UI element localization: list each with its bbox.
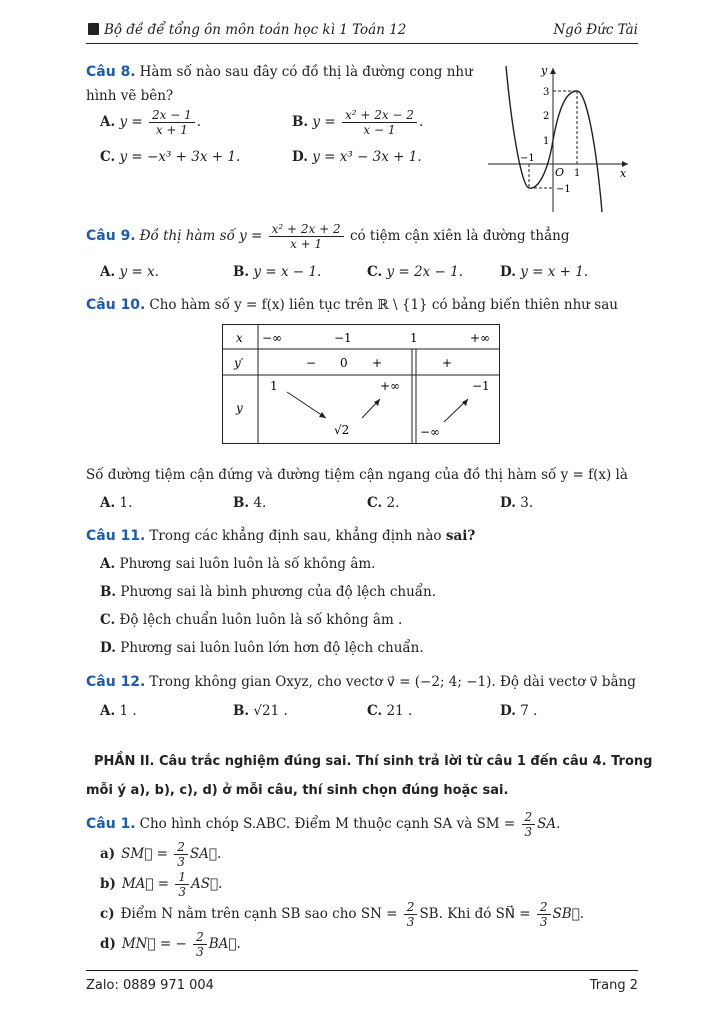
- graph-tick-y2: 2: [543, 111, 550, 122]
- q12-text: Câu 12. Trong không gian Oxyz, cho vectơ v⃗ = (−2; 4; −1). Độ dài vectơ v⃗ bằng: [86, 674, 636, 690]
- graph-y-label: y: [541, 64, 548, 77]
- footer-page-number: Trang 2: [589, 978, 638, 993]
- p2q1-item-a[interactable]: a) SM⃗ = $\frac{2}{3}$ SA⃗.: [100, 840, 222, 869]
- q8-option-a[interactable]: A. y = $\frac{2x - 1}{x + 1}$ .: [100, 108, 202, 137]
- graph-tick-xm1: −1: [520, 153, 535, 164]
- part2-heading-line2: mỗi ý a), b), c), d) ở mỗi câu, thí sinh chọn đúng hoặc sai.: [86, 783, 509, 798]
- q8-option-c[interactable]: C. y = −x³ + 3x + 1.: [100, 149, 241, 165]
- table-y-end: −1: [472, 379, 490, 393]
- q8-label: Câu 8.: [86, 64, 136, 80]
- q10-variation-table: [222, 324, 500, 445]
- q10-text: Câu 10. Cho hàm số y = f(x) liên tục trên ℝ \ {1} có bảng biến thiên như sau: [86, 297, 618, 313]
- footer-contact: Zalo: 0889 971 004: [86, 978, 214, 993]
- table-x-posinf: +∞: [470, 331, 491, 345]
- q11-option-a[interactable]: A. Phương sai luôn luôn là số không âm.: [100, 556, 376, 572]
- part2-heading-line1: PHẦN II. Câu trắc nghiệm đúng sai. Thí sinh trả lời từ câu 1 đến câu 4. Trong: [94, 754, 653, 769]
- graph-x-label: x: [620, 167, 627, 180]
- q11-text: Câu 11. Trong các khẳng định sau, khẳng định nào sai?: [86, 528, 476, 544]
- table-x-neginf: −∞: [262, 331, 283, 345]
- table-y-label: y: [236, 401, 243, 415]
- q11-label: Câu 11.: [86, 528, 146, 544]
- q12-option-a[interactable]: A. 1 .: [100, 703, 137, 719]
- q12-option-b[interactable]: B. √21 .: [233, 703, 288, 719]
- graph-tick-y1: 1: [543, 136, 550, 147]
- q11-option-b[interactable]: B. Phương sai là bình phương của độ lệch chuẩn.: [100, 584, 437, 600]
- q10-option-b[interactable]: B. 4.: [233, 495, 267, 511]
- q10-option-a[interactable]: A. 1.: [100, 495, 133, 511]
- q8-option-d[interactable]: D. y = x³ − 3x + 1.: [292, 149, 422, 165]
- q8-option-b[interactable]: B. y = $\frac{\text{x² + 2x − 2}}{x - 1}$ .: [292, 108, 424, 137]
- table-y-start: 1: [270, 379, 278, 393]
- p2q1-item-d[interactable]: d) MN⃗ = − $\frac{2}{3}$ BA⃗.: [100, 930, 241, 959]
- footer-rule: [86, 970, 638, 971]
- table-dy-zero: 0: [340, 356, 348, 370]
- q12-label: Câu 12.: [86, 674, 146, 690]
- graph-tick-x1: 1: [574, 168, 581, 179]
- table-dy-sign1: −: [306, 356, 317, 370]
- q9-text: Câu 9. Đồ thị hàm số y = $\frac{\text{x² + 2x + 2}}{x + 1}$ có tiệm cận xiên là đường thẳng: [86, 222, 570, 251]
- header-title: Bộ đề để tổng ôn môn toán học kì 1 Toán 12: [104, 22, 407, 38]
- header-author: Ngô Đức Tài: [553, 22, 638, 38]
- graph-tick-ym1: −1: [556, 184, 571, 195]
- q10-label: Câu 10.: [86, 297, 146, 313]
- q9-option-c[interactable]: C. y = 2x − 1.: [367, 264, 464, 280]
- q12-option-c[interactable]: C. 21 .: [367, 703, 413, 719]
- q9-option-d[interactable]: D. y = x + 1.: [500, 264, 589, 280]
- graph-origin: O: [555, 166, 565, 179]
- q9-label: Câu 9.: [86, 228, 136, 244]
- p2q1-item-c[interactable]: c) Điểm N nằm trên cạnh SB sao cho SN = $\frac{2}{3}$ SB. Khi đó SN⃗ = $\frac{2}{3}$ SB⃗.: [100, 900, 585, 929]
- table-x-m1: −1: [334, 331, 352, 345]
- book-icon: [88, 23, 99, 35]
- table-y-min: √2: [334, 423, 350, 437]
- q11-option-d[interactable]: D. Phương sai luôn luôn lớn hơn độ lệch chuẩn.: [100, 640, 424, 656]
- table-dy-sign2: +: [372, 356, 383, 370]
- q9-option-b[interactable]: B. y = x − 1.: [233, 264, 322, 280]
- table-dy-sign3: +: [442, 356, 453, 370]
- q10-question: Số đường tiệm cận đứng và đường tiệm cận ngang của đồ thị hàm số y = f(x) là: [86, 467, 628, 483]
- table-y-neginf: −∞: [420, 425, 441, 439]
- q9-option-a[interactable]: A. y = x.: [100, 264, 159, 280]
- p2q1-label: Câu 1.: [86, 816, 136, 832]
- q10-option-d[interactable]: D. 3.: [500, 495, 534, 511]
- header-rule: [86, 43, 638, 44]
- q12-option-d[interactable]: D. 7 .: [500, 703, 538, 719]
- table-y-posinf: +∞: [380, 379, 401, 393]
- p2q1-text: Câu 1. Cho hình chóp S.ABC. Điểm M thuộc cạnh SA và SM = $\frac{2}{3}$ SA.: [86, 810, 561, 839]
- q11-option-c[interactable]: C. Độ lệch chuẩn luôn luôn là số không âm .: [100, 612, 403, 628]
- table-dy-label: y′: [234, 356, 244, 370]
- table-x-1: 1: [410, 331, 418, 345]
- page-header: [88, 22, 406, 38]
- q8-text-line1: Câu 8. Hàm số nào sau đây có đồ thị là đường cong như: [86, 64, 473, 80]
- q10-option-c[interactable]: C. 2.: [367, 495, 400, 511]
- q8-cubic-graph: [488, 62, 633, 214]
- p2q1-item-b[interactable]: b) MA⃗ = $\frac{1}{3}$ AS⃗.: [100, 870, 223, 899]
- q8-text-line2: hình vẽ bên?: [86, 88, 174, 104]
- table-x-label: x: [236, 331, 243, 345]
- graph-tick-y3: 3: [543, 87, 550, 98]
